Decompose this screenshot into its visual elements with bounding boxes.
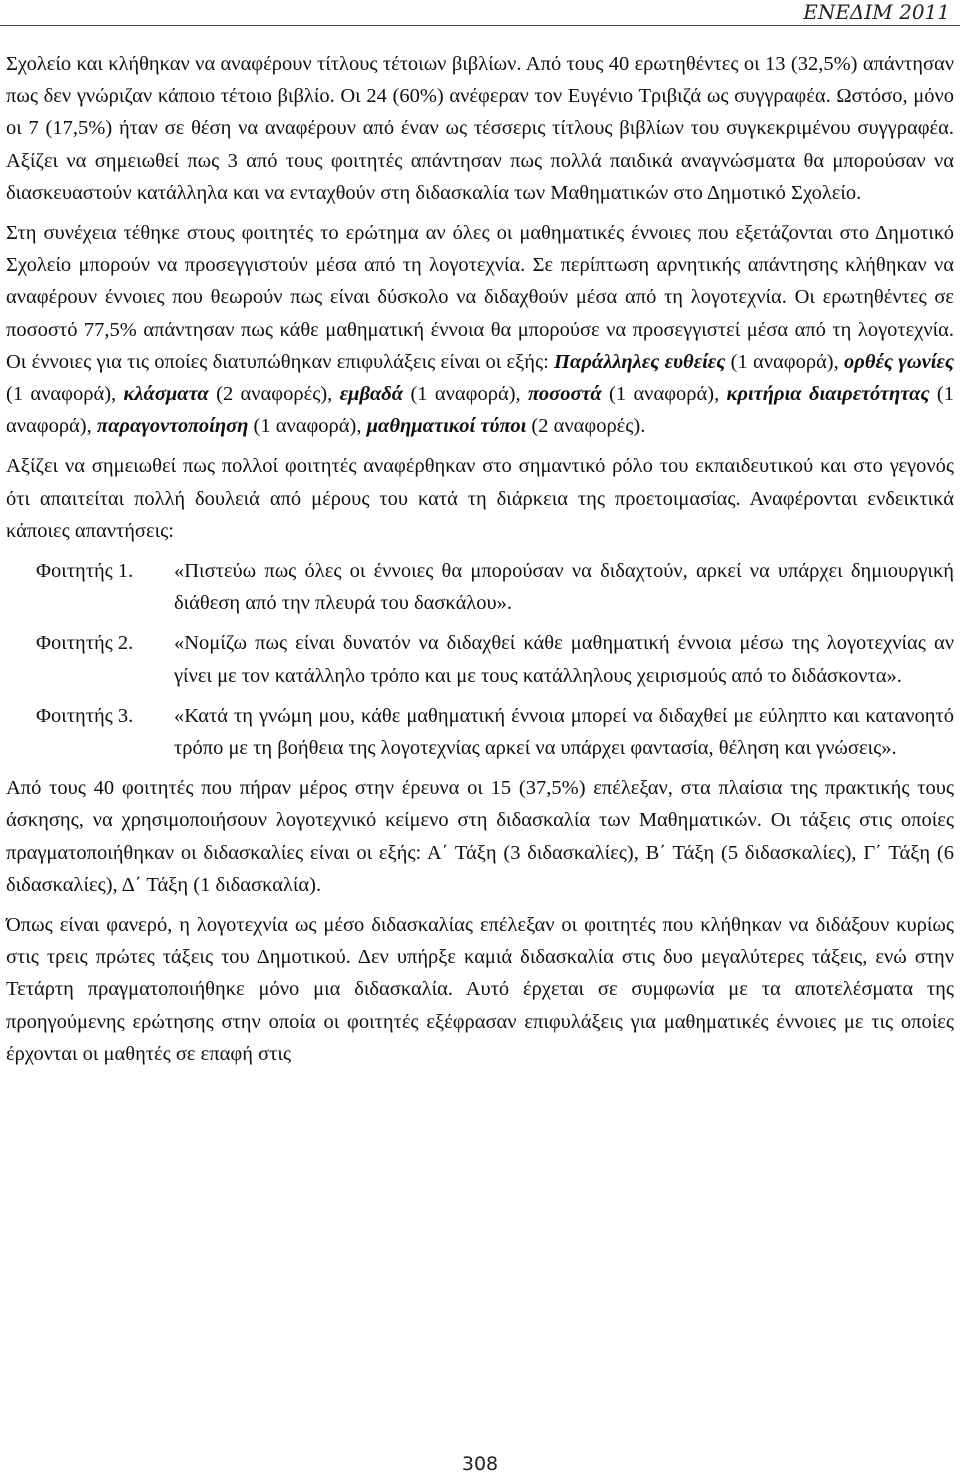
paragraph-2 [6, 217, 954, 442]
paragraph-5: Όπως είναι φανερό, η λογοτεχνία ως μέσο διδασκαλίας επέλεξαν οι φοιτητές που κλήθηκαν να διδάξουν κυρίως στις τρεις πρώτες τάξεις του Δημοτικού. Δεν υπήρξε καμιά διδασκαλία στις δυο μεγαλύτερες τάξεις, ενώ στην Τετάρτη πραγματοποιήθηκε μόνο μια διδασκαλία. Αυτό έρχεται σε συμφωνία με τα αποτελέσματα της προηγούμενης ερώτησης στην οποία οι φοιτητές εξέφρασαν επιφυλάξεις για μαθηματικές έννοιες με τις οποίες έρχονται οι μαθητές σε επαφή στις [6, 914, 954, 1065]
paragraph-4: Από τους 40 φοιτητές που πήραν μέρος στην έρευνα οι 15 (37,5%) επέλεξαν, στα πλαίσια της πρακτικής τους άσκησης, να χρησιμοποιήσουν λογοτεχνικό κείμενο στη διδασκαλία των Μαθηματικών. Οι τάξεις στις οποίες πραγματοποιήθηκαν οι διδασκαλίες είναι οι εξής: Α΄ Τάξη (3 διδασκαλίες), Β΄ Τάξη (5 διδασκαλίες), Γ΄ Τάξη (6 διδασκαλίες), Δ΄ Τάξη (1 διδασκαλία). [6, 777, 954, 896]
paragraph-2-text-5: (1 αναφορά), [403, 383, 529, 406]
document-body [6, 48, 954, 1078]
paragraph-2-text-9: (2 αναφορές). [526, 415, 646, 438]
quote-text: «Πιστεύω πως όλες οι έννοιες θα μπορούσαν να διδαχτούν, αρκεί να υπάρχει δημιουργική διάθεση από την πλευρά του δασκάλου». [174, 560, 954, 615]
paragraph-2-text-3: (1 αναφορά), [6, 383, 124, 406]
emphasis-right-angles: ορθές γωνίες [844, 350, 954, 373]
paragraph-2-text-7: (1 αναφορά), [6, 383, 954, 438]
paragraph-2-text-8: (1 αναφορά), [248, 415, 367, 438]
emphasis-parallel-lines: Παράλληλες ευθείες [554, 350, 726, 373]
emphasis-formulas: μαθηματικοί τύποι [366, 415, 527, 438]
quote-label: Φοιτητής 3. [36, 704, 134, 727]
page-number: 308 [461, 1453, 499, 1475]
quote-item [6, 555, 954, 619]
paragraph-1: Σχολείο και κλήθηκαν να αναφέρουν τίτλους τέτοιων βιβλίων. Από τους 40 ερωτηθέντες οι 13 (32,5%) απάντησαν πως δεν γνώριζαν κάποιο τέτοιο βιβλίο. Οι 24 (60%) ανέφεραν τον Ευγένιο Τριβιζά ως συγγραφέα. Ωστόσο, μόνο οι 7 (17,5%) ήταν σε θέση να αναφέρουν από έναν ως τέσσερις τίτλους βιβλίων του συγκεκριμένου συγγραφέα. Αξίζει να σημειωθεί πως 3 από τους φοιτητές απάντησαν πως πολλά παιδικά αναγνώσματα θα μπορούσαν να διασκευαστούν κατάλληλα και να ενταχθούν στη διδασκαλία των Μαθηματικών στο Δημοτικό Σχολείο. [6, 53, 954, 204]
paragraph-2-text-4: (2 αναφορές), [208, 383, 340, 406]
paragraph-3: Αξίζει να σημειωθεί πως πολλοί φοιτητές αναφέρθηκαν στο σημαντικό ρόλο του εκπαιδευτικού και στο γεγονός ότι απαιτείται πολλή δουλειά από μέρους του κατά τη διάρκεια της προετοιμασίας. Αναφέρονται ενδεικτικά κάποιες απαντήσεις: [6, 455, 954, 542]
paragraph-2-text-6: (1 αναφορά), [601, 383, 727, 406]
paragraph-2-text-2: (1 αναφορά), [725, 350, 845, 373]
header-title: ΕΝΕΔΙΜ 2011 [803, 0, 950, 24]
quote-item [6, 700, 954, 764]
emphasis-fractions: κλάσματα [123, 383, 209, 406]
header-rule [0, 25, 960, 26]
quote-text: «Νομίζω πως είναι δυνατόν να διδαχθεί κάθε μαθηματική έννοια μέσω της λογοτεχνίας αν γίνει με τον κατάλληλο τρόπο και με τους κατάλληλους χειρισμούς από το διδάσκοντα». [174, 632, 954, 687]
emphasis-divisibility: κριτήρια διαιρετότητας [726, 383, 930, 406]
page-header [0, 0, 960, 26]
quote-text: «Κατά τη γνώμη μου, κάθε μαθηματική έννοια μπορεί να διδαχθεί με εύληπτο και κατανοητό τρόπο με τη βοήθεια της λογοτεχνίας αρκεί να υπάρχει φαντασία, θέληση και γνώσεις». [174, 704, 954, 760]
quote-item [6, 627, 954, 691]
emphasis-areas: εμβαδά [339, 383, 404, 406]
quote-label: Φοιτητής 2. [36, 632, 134, 655]
paragraph-2-text-1: Στη συνέχεια τέθηκε στους φοιτητές το ερώτημα αν όλες οι μαθηματικές έννοιες που εξετάζονται στο Δημοτικό Σχολείο μπορούν να προσεγγιστούν μέσα από τη λογοτεχνία. Σε περίπτωση αρνητικής απάντησης κλήθηκαν να αναφέρουν έννοιες που θεωρούν πως είναι δύσκολο να διδαχθούν μέσα από τη λογοτεχνία. Οι ερωτηθέντες σε ποσοστό 77,5% απάντησαν πως κάθε μαθηματική έννοια θα μπορούσε να προσεγγιστεί μέσα από τη λογοτεχνία. Οι έννοιες για τις οποίες διατυπώθηκαν επιφυλάξεις είναι οι εξής: [6, 222, 954, 373]
emphasis-factorization: παραγοντοποίηση [96, 415, 249, 438]
emphasis-percentages: ποσοστά [528, 383, 602, 406]
quote-label: Φοιτητής 1. [36, 560, 134, 583]
student-quotes [6, 555, 954, 764]
